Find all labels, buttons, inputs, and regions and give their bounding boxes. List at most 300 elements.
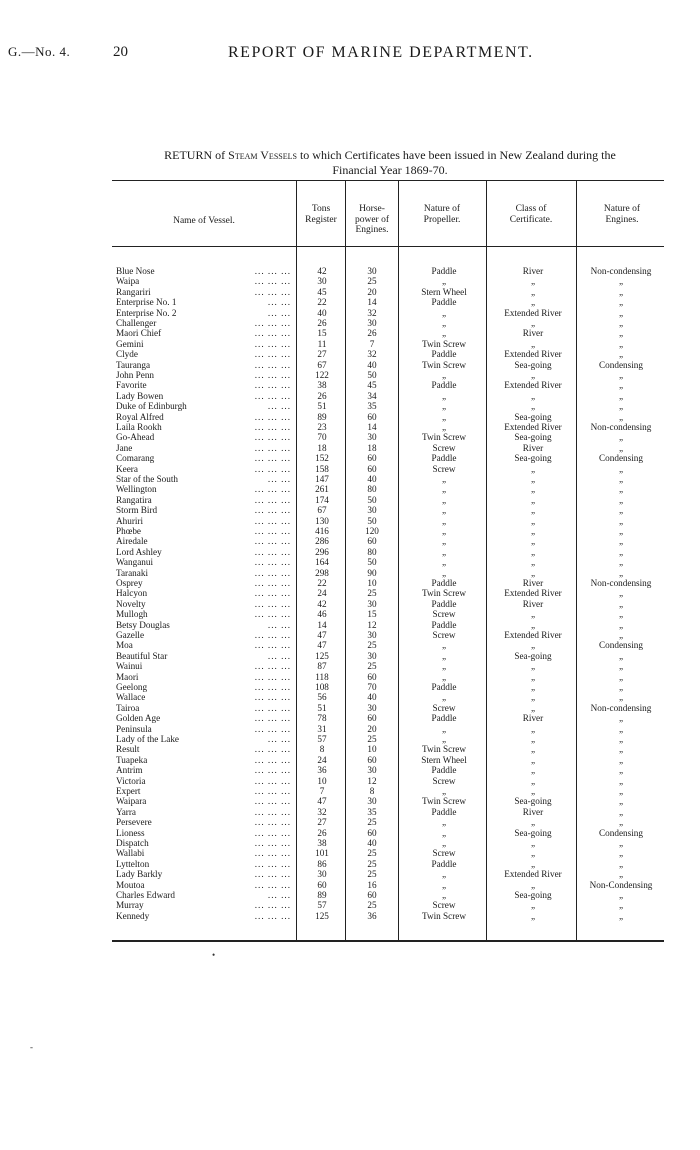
table-row — [0, 880, 700, 890]
leader-dots-wrap — [200, 911, 291, 921]
vessel-name: Wallace — [116, 692, 148, 702]
leader-dots-wrap — [200, 848, 291, 858]
leader-dots-wrap — [200, 287, 291, 297]
vessel-name: Osprey — [116, 578, 146, 588]
horse-power: 40 — [367, 838, 377, 848]
column-header-horse-power: Horse-power of Engines. — [354, 204, 390, 235]
certificate-class: Extended River — [504, 588, 562, 599]
tons-register: 87 — [317, 661, 327, 672]
leader-dots-wrap — [200, 474, 291, 484]
horse-power: 7 — [369, 338, 375, 349]
leader-dots-wrap — [200, 308, 291, 318]
leader-dots-wrap — [200, 516, 291, 526]
propeller-type: Twin Screw — [421, 796, 466, 807]
vessel-name: Lord Ashley — [116, 547, 165, 557]
engine-type: Non-condensing — [590, 422, 652, 432]
certificate-class: „ — [530, 838, 536, 848]
leader-dots: ... ... ... — [254, 515, 291, 526]
vessel-name: Phœbe — [116, 526, 144, 536]
certificate-class: Extended River — [504, 422, 562, 432]
caption-part1: of — [212, 148, 229, 162]
certificate-class: „ — [530, 900, 536, 911]
vessel-name: Waipara — [116, 796, 149, 806]
propeller-type: Screw — [432, 463, 456, 474]
tons-register: 67 — [317, 359, 327, 370]
certificate-class: Sea-going — [514, 453, 552, 464]
table-row — [0, 838, 700, 848]
propeller-type: Screw — [432, 900, 456, 911]
leader-dots-wrap — [200, 526, 291, 536]
certificate-class: River — [522, 328, 544, 339]
leader-dots: ... ... ... — [254, 869, 291, 880]
propeller-type: Paddle — [431, 349, 457, 360]
certificate-class: Sea-going — [514, 411, 552, 422]
leader-dots-wrap — [200, 890, 291, 900]
horse-power: 60 — [367, 754, 377, 765]
leader-dots: ... ... ... — [254, 848, 291, 859]
certificate-class: „ — [530, 463, 536, 474]
leader-dots-wrap — [200, 505, 291, 515]
vessel-name: Persevere — [116, 817, 155, 827]
engine-type: „ — [618, 848, 624, 859]
leader-dots-wrap — [200, 370, 291, 380]
horse-power: 25 — [367, 734, 377, 744]
leader-dots-wrap — [200, 484, 291, 494]
engine-type: „ — [618, 744, 624, 755]
horse-power: 40 — [367, 359, 377, 370]
table-row — [0, 703, 700, 713]
tons-register: 10 — [317, 775, 327, 786]
vessel-name: Moutoa — [116, 880, 148, 890]
vessel-name: Antrim — [116, 765, 146, 775]
certificate-class: River — [522, 806, 544, 817]
engine-type: „ — [618, 297, 624, 308]
vessel-name: Keera — [116, 464, 141, 474]
leader-dots-wrap — [200, 734, 291, 744]
vessel-name: Maori — [116, 672, 141, 682]
tons-register: 7 — [319, 786, 325, 796]
leader-dots: ... ... ... — [254, 806, 291, 817]
table-row — [0, 505, 700, 515]
engine-type: „ — [618, 796, 624, 807]
leader-dots-wrap — [200, 349, 291, 359]
tons-register: 22 — [317, 297, 327, 308]
horse-power: 25 — [367, 661, 377, 672]
certificate-class: „ — [530, 775, 536, 786]
propeller-type: „ — [441, 838, 447, 848]
certificate-class: „ — [530, 879, 536, 890]
horse-power: 30 — [367, 702, 377, 713]
tons-register: 46 — [317, 609, 327, 620]
propeller-type: „ — [441, 307, 447, 318]
propeller-type: Paddle — [431, 266, 457, 276]
propeller-type: „ — [441, 734, 447, 744]
horse-power: 14 — [367, 297, 377, 308]
vessel-name: Lioness — [116, 828, 148, 838]
leader-dots-wrap — [200, 328, 291, 338]
print-mark: • — [212, 950, 216, 960]
leader-dots: ... ... ... — [254, 484, 291, 495]
vessel-name: Expert — [116, 786, 144, 796]
certificate-class: „ — [530, 754, 536, 765]
engine-type: „ — [618, 494, 624, 505]
table-top-rule — [112, 180, 664, 181]
engine-type: Condensing — [599, 640, 643, 651]
engine-type: Condensing — [599, 453, 643, 464]
engine-type: „ — [618, 734, 624, 744]
engine-type: „ — [618, 442, 624, 453]
column-header-name: Name of Vessel. — [173, 216, 235, 226]
page-number: 20 — [113, 44, 128, 60]
engine-type: „ — [618, 692, 624, 703]
leader-dots-wrap — [200, 859, 291, 869]
leader-dots-wrap — [200, 412, 291, 422]
certificate-class: River — [522, 442, 544, 453]
certificate-class: „ — [530, 619, 536, 630]
table-row — [0, 848, 700, 858]
horse-power: 30 — [367, 796, 377, 807]
propeller-type: Paddle — [431, 578, 457, 588]
certificate-class: „ — [530, 817, 536, 828]
table-row — [0, 724, 700, 734]
certificate-class: „ — [530, 318, 536, 328]
tons-register: 24 — [317, 588, 327, 599]
engine-type: „ — [618, 598, 624, 609]
certificate-class: Sea-going — [514, 796, 552, 807]
leader-dots-wrap — [200, 869, 291, 879]
vessel-name: Lady of the Lake — [116, 734, 182, 744]
table-bottom-rule — [112, 940, 664, 942]
leader-dots: ... ... ... — [254, 754, 291, 765]
certificate-class: „ — [530, 661, 536, 672]
engine-type: „ — [618, 536, 624, 547]
table-row — [0, 370, 700, 380]
vessel-name: Halcyon — [116, 588, 150, 598]
horse-power: 15 — [367, 609, 377, 620]
certificate-class: „ — [530, 640, 536, 651]
leader-dots-wrap — [200, 765, 291, 775]
table-row — [0, 620, 700, 630]
table-row — [0, 422, 700, 432]
engine-type: „ — [618, 682, 624, 692]
certificate-class: „ — [530, 484, 536, 495]
leader-dots: ... ... ... — [254, 858, 291, 869]
vessel-name: Taranaki — [116, 568, 151, 578]
leader-dots: ... ... ... — [254, 359, 291, 370]
leader-dots: ... ... ... — [254, 765, 291, 776]
leader-dots: ... ... ... — [254, 286, 291, 297]
certificate-class: Sea-going — [514, 650, 552, 661]
certificate-class: „ — [530, 567, 536, 578]
leader-dots: ... ... ... — [254, 578, 291, 588]
engine-type: „ — [618, 806, 624, 817]
propeller-type: „ — [441, 515, 447, 526]
propeller-type: Paddle — [431, 619, 457, 630]
vessel-name: Murray — [116, 900, 147, 910]
horse-power: 60 — [367, 411, 377, 422]
engine-type: „ — [618, 370, 624, 380]
horse-power: 14 — [367, 422, 377, 432]
propeller-type: „ — [441, 671, 447, 682]
certificate-class: „ — [530, 494, 536, 505]
vessel-name: Blue Nose — [116, 266, 158, 276]
leader-dots-wrap — [200, 536, 291, 546]
table-row — [0, 297, 700, 307]
tons-register: 23 — [317, 422, 327, 432]
tons-register: 164 — [315, 557, 329, 568]
engine-type: „ — [618, 318, 624, 328]
engine-type: Non-Condensing — [589, 879, 653, 890]
tons-register: 26 — [317, 827, 327, 838]
leader-dots-wrap — [200, 838, 291, 848]
engine-type: „ — [618, 890, 624, 900]
vessel-name: Geelong — [116, 682, 150, 692]
leader-dots: ... ... ... — [254, 349, 291, 360]
engine-type: „ — [618, 650, 624, 661]
table-row — [0, 391, 700, 401]
leader-dots-wrap — [200, 391, 291, 401]
table-row — [0, 630, 700, 640]
table-row — [0, 672, 700, 682]
vessel-name: Novelty — [116, 599, 149, 609]
vessel-name: Yarra — [116, 807, 139, 817]
leader-dots: ... ... ... — [254, 827, 291, 838]
horse-power: 12 — [367, 619, 377, 630]
horse-power: 25 — [367, 858, 377, 869]
leader-dots-wrap — [200, 682, 291, 692]
table-row — [0, 599, 700, 609]
propeller-type: „ — [441, 650, 447, 661]
tons-register: 70 — [317, 432, 327, 443]
column-header-propeller: Nature of Propeller. — [423, 204, 461, 225]
engine-type: „ — [618, 609, 624, 620]
leader-dots: ... ... ... — [254, 598, 291, 609]
leader-dots-wrap — [200, 609, 291, 619]
engine-type: Non-condensing — [590, 266, 652, 276]
print-mark: - — [30, 1042, 33, 1052]
leader-dots: ... ... — [267, 474, 291, 484]
tons-register: 118 — [315, 671, 329, 682]
table-row — [0, 276, 700, 286]
table-row — [0, 547, 700, 557]
horse-power: 25 — [367, 588, 377, 599]
propeller-type: „ — [441, 827, 447, 838]
leader-dots: ... ... — [267, 401, 291, 412]
tons-register: 67 — [317, 505, 327, 516]
leader-dots-wrap — [200, 776, 291, 786]
tons-register: 11 — [317, 338, 327, 349]
table-row — [0, 526, 700, 536]
propeller-type: „ — [441, 328, 447, 339]
propeller-type: Screw — [432, 630, 456, 640]
vessel-name: Mullogh — [116, 609, 151, 619]
table-caption — [116, 148, 664, 178]
engine-type: „ — [618, 546, 624, 557]
engine-type: „ — [618, 775, 624, 786]
engine-type: „ — [618, 817, 624, 828]
vessel-name: Airedale — [116, 536, 151, 546]
leader-dots-wrap — [200, 464, 291, 474]
certificate-class: Extended River — [504, 307, 562, 318]
document-reference: G.—No. 4. — [8, 44, 71, 59]
table-row — [0, 765, 700, 775]
tons-register: 125 — [315, 650, 329, 661]
leader-dots: ... ... ... — [254, 432, 291, 443]
tons-register: 38 — [317, 380, 327, 391]
tons-register: 101 — [315, 848, 329, 859]
leader-dots-wrap — [200, 640, 291, 650]
table-row — [0, 828, 700, 838]
tons-register: 47 — [317, 630, 327, 640]
table-row — [0, 588, 700, 598]
tons-register: 174 — [315, 494, 329, 505]
leader-dots: ... ... ... — [254, 494, 291, 505]
propeller-type: „ — [441, 484, 447, 495]
horse-power: 25 — [367, 900, 377, 911]
leader-dots-wrap — [200, 588, 291, 598]
engine-type: „ — [618, 671, 624, 682]
propeller-type: „ — [441, 526, 447, 536]
leader-dots: ... ... — [267, 890, 291, 900]
propeller-type: Paddle — [431, 765, 457, 776]
certificate-class: „ — [530, 286, 536, 297]
table-row — [0, 328, 700, 338]
vessel-name: John Penn — [116, 370, 157, 380]
table-row — [0, 287, 700, 297]
tons-register: 14 — [317, 619, 327, 630]
tons-register: 24 — [317, 754, 327, 765]
tons-register: 8 — [319, 744, 325, 755]
engine-type: „ — [618, 588, 624, 599]
propeller-type: „ — [441, 318, 447, 328]
leader-dots: ... ... ... — [254, 682, 291, 692]
leader-dots-wrap — [200, 568, 291, 578]
tons-register: 298 — [315, 567, 329, 578]
leader-dots: ... ... ... — [254, 567, 291, 578]
propeller-type: Screw — [432, 702, 456, 713]
horse-power: 60 — [367, 453, 377, 464]
certificate-class: „ — [530, 910, 536, 921]
horse-power: 20 — [367, 723, 377, 734]
leader-dots-wrap — [200, 443, 291, 453]
horse-power: 60 — [367, 890, 377, 900]
vessel-name: Result — [116, 744, 142, 754]
leader-dots-wrap — [200, 755, 291, 765]
leader-dots-wrap — [200, 276, 291, 286]
engine-type: „ — [618, 723, 624, 734]
table-row — [0, 412, 700, 422]
propeller-type: „ — [441, 879, 447, 890]
caption-lead: RETURN — [164, 148, 213, 162]
page-header — [0, 44, 700, 64]
leader-dots: ... ... ... — [254, 630, 291, 640]
propeller-type: „ — [441, 723, 447, 734]
vessel-name: Star of the South — [116, 474, 181, 484]
horse-power: 50 — [367, 515, 377, 526]
table-row — [0, 318, 700, 328]
leader-dots: ... ... ... — [254, 744, 291, 755]
leader-dots-wrap — [200, 900, 291, 910]
propeller-type: Screw — [432, 609, 456, 620]
propeller-type: Twin Screw — [421, 359, 466, 370]
vessel-name: Tairoa — [116, 703, 142, 713]
propeller-type: „ — [441, 692, 447, 703]
certificate-class: „ — [530, 515, 536, 526]
propeller-type: Twin Screw — [421, 910, 466, 921]
leader-dots-wrap — [200, 880, 291, 890]
propeller-type: Stern Wheel — [421, 754, 467, 765]
tons-register: 108 — [315, 682, 329, 692]
certificate-class: „ — [530, 546, 536, 557]
table-row — [0, 786, 700, 796]
leader-dots: ... ... ... — [254, 692, 291, 703]
propeller-type: „ — [441, 411, 447, 422]
horse-power: 60 — [367, 536, 377, 547]
vessel-name: Wanganui — [116, 557, 156, 567]
vessel-name: Favorite — [116, 380, 150, 390]
horse-power: 10 — [367, 578, 377, 588]
tons-register: 286 — [315, 536, 329, 547]
horse-power: 30 — [367, 505, 377, 516]
leader-dots: ... ... ... — [254, 505, 291, 516]
horse-power: 50 — [367, 494, 377, 505]
engine-type: „ — [618, 390, 624, 401]
leader-dots: ... ... ... — [254, 910, 291, 921]
certificate-class: „ — [530, 692, 536, 703]
column-header-engines: Nature of Engines. — [603, 204, 641, 225]
tons-register: 32 — [317, 806, 327, 817]
leader-dots-wrap — [200, 339, 291, 349]
tons-register: 30 — [317, 276, 327, 287]
certificate-class: Sea-going — [514, 359, 552, 370]
certificate-class: „ — [530, 671, 536, 682]
leader-dots-wrap — [200, 817, 291, 827]
engine-type: „ — [618, 713, 624, 724]
table-row — [0, 911, 700, 921]
leader-dots-wrap — [200, 422, 291, 432]
vessel-name: Betsy Douglas — [116, 620, 173, 630]
vessel-name: Peninsula — [116, 724, 155, 734]
leader-dots-wrap — [200, 599, 291, 609]
horse-power: 70 — [367, 682, 377, 692]
certificate-class: River — [522, 578, 544, 588]
leader-dots: ... ... ... — [254, 817, 291, 828]
horse-power: 60 — [367, 671, 377, 682]
leader-dots: ... ... ... — [254, 786, 291, 796]
engine-type: „ — [618, 838, 624, 848]
engine-type: „ — [618, 869, 624, 880]
engine-type: „ — [618, 380, 624, 391]
engine-type: „ — [618, 567, 624, 578]
engine-type: „ — [618, 526, 624, 536]
horse-power: 25 — [367, 276, 377, 287]
leader-dots-wrap — [200, 620, 291, 630]
engine-type: „ — [618, 900, 624, 911]
table-row — [0, 443, 700, 453]
tons-register: 57 — [317, 734, 327, 744]
vessel-name: Enterprise No. 1 — [116, 297, 179, 307]
engine-type: „ — [618, 557, 624, 568]
leader-dots-wrap — [200, 713, 291, 723]
engine-type: „ — [618, 786, 624, 796]
certificate-class: „ — [530, 609, 536, 620]
certificate-class: Extended River — [504, 349, 562, 360]
tons-register: 47 — [317, 796, 327, 807]
leader-dots: ... ... ... — [254, 390, 291, 401]
leader-dots: ... ... ... — [254, 723, 291, 734]
leader-dots: ... ... — [267, 619, 291, 630]
leader-dots: ... ... ... — [254, 838, 291, 848]
